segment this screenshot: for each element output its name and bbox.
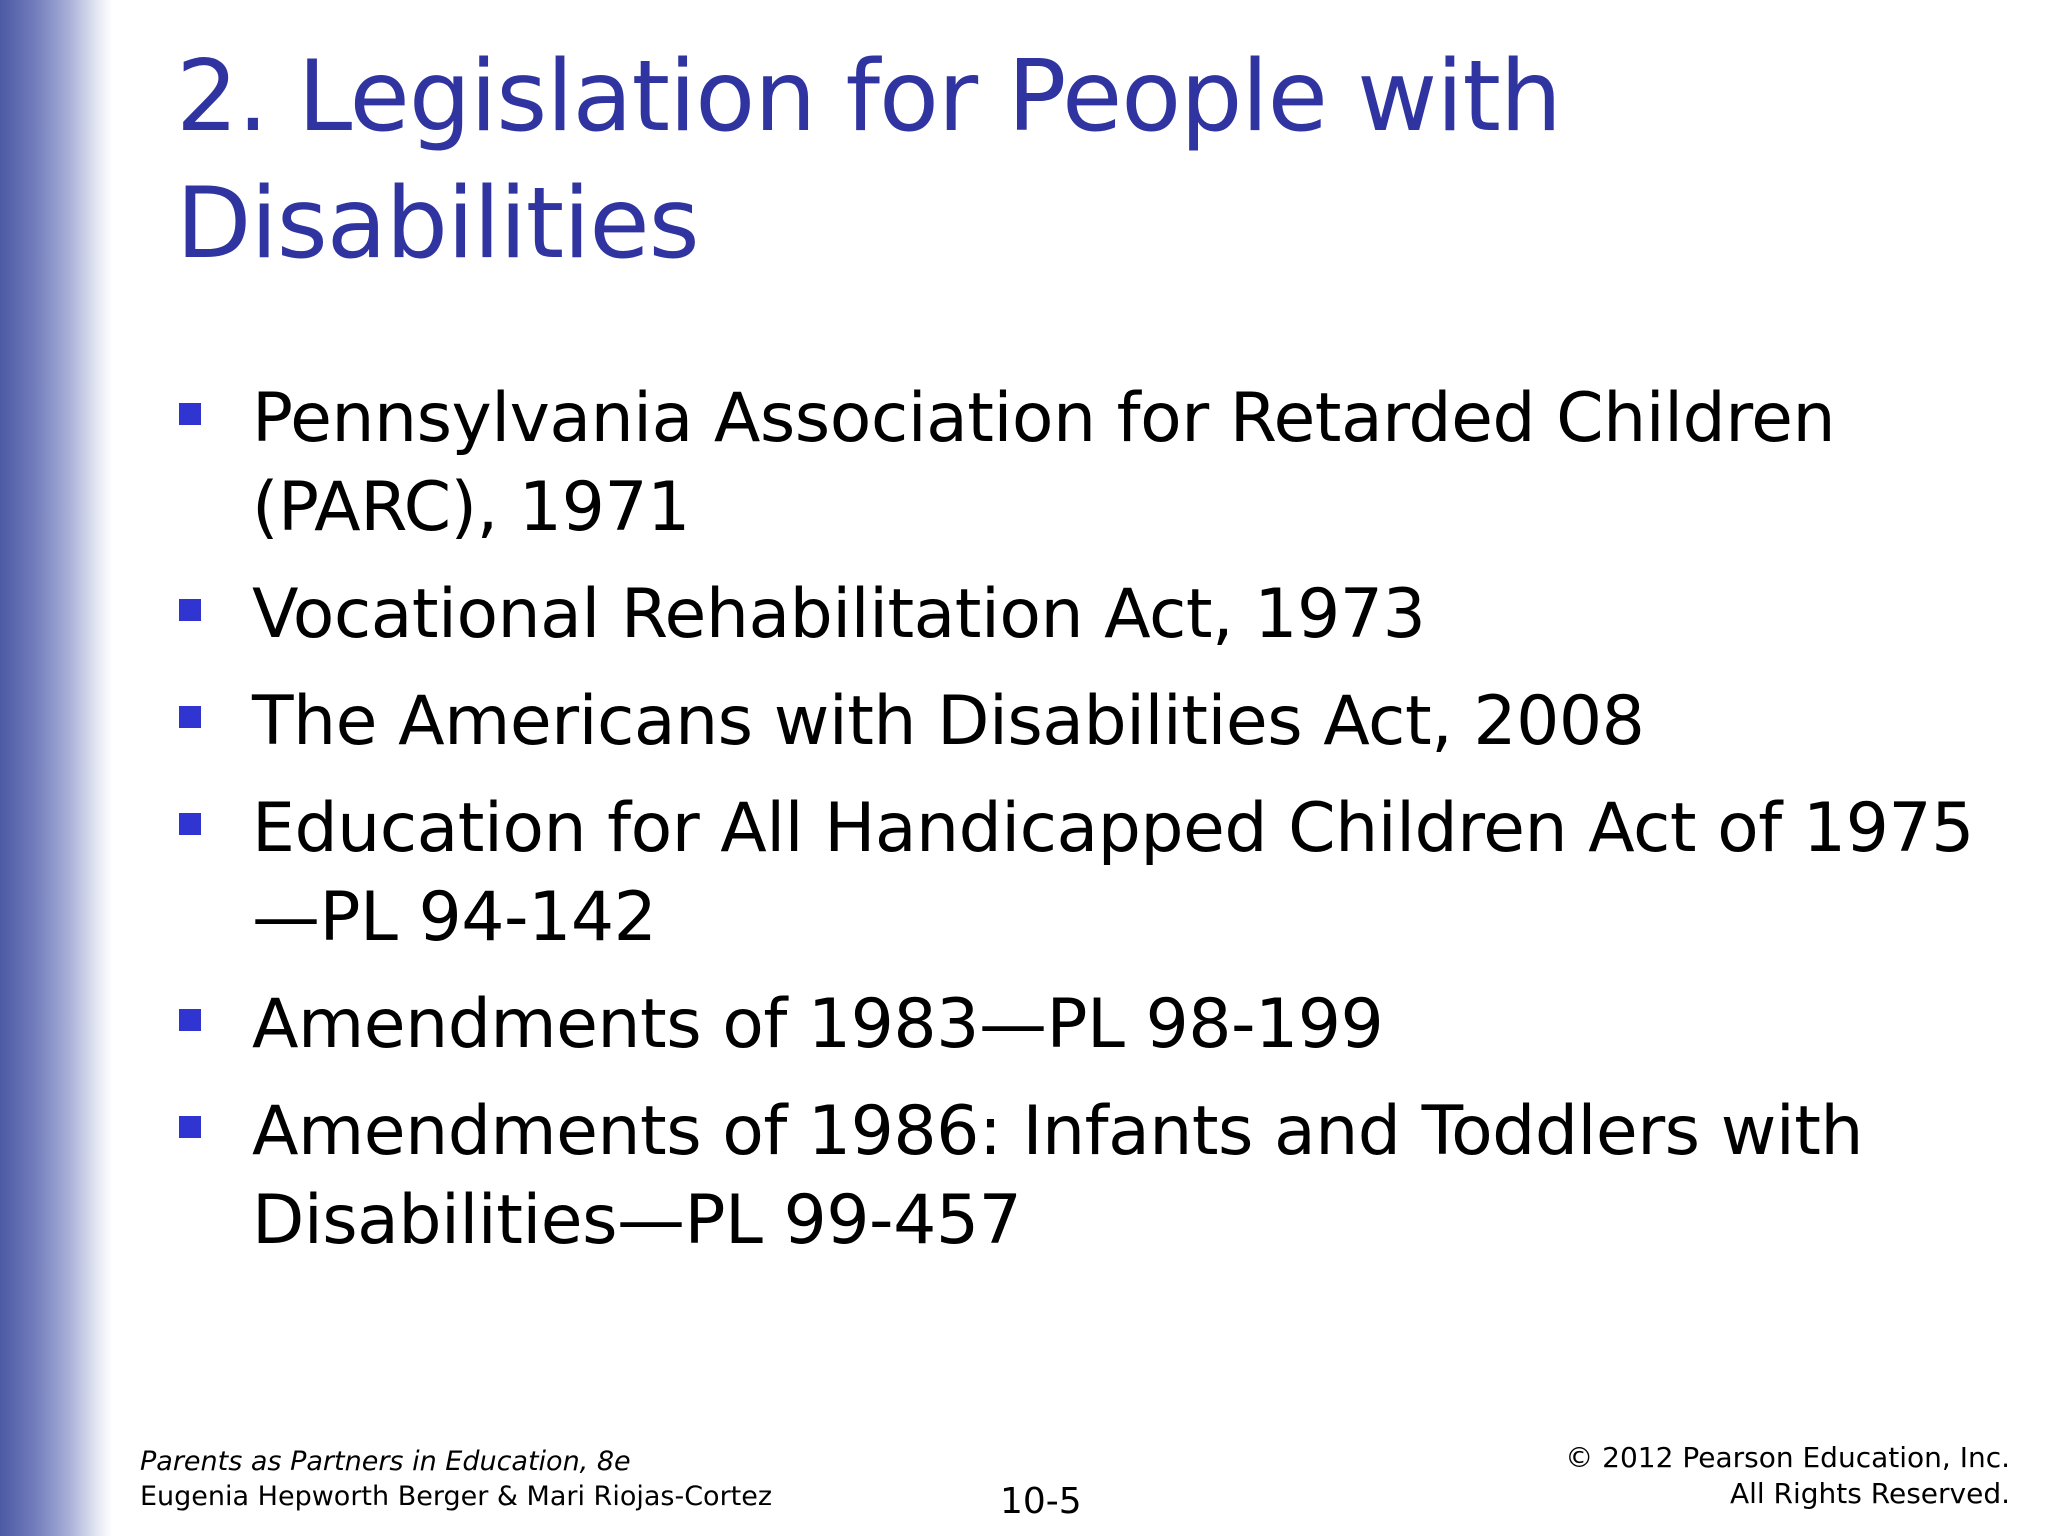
bullet-item [176, 677, 1976, 766]
square-bullet-icon [179, 1116, 201, 1138]
bullet-item [176, 374, 1976, 552]
bullet-text: Vocational Rehabilitation Act, 1973 [252, 575, 1426, 654]
bullet-item [176, 1087, 1976, 1265]
bullet-text: Pennsylvania Association for Retarded Children (PARC), 1971 [252, 379, 1836, 547]
footer-book-title: Parents as Partners in Education, 8e [140, 1446, 631, 1477]
slide-title: 2. Legislation for People with Disabilities [176, 40, 1562, 281]
page-number: 10-5 [1000, 1481, 1082, 1522]
bullet-text: Amendments of 1983—PL 98-199 [252, 985, 1384, 1064]
square-bullet-icon [179, 1009, 201, 1031]
footer-authors: Eugenia Hepworth Berger & Mari Riojas-Cortez [140, 1481, 773, 1512]
rights-text: All Rights Reserved. [1729, 1477, 2010, 1510]
bullet-text: Education for All Handicapped Children Act of 1975 —PL 94-142 [252, 789, 1974, 957]
copyright-text: © 2012 Pearson Education, Inc. [1565, 1441, 2010, 1474]
bullet-text: Amendments of 1986: Infants and Toddlers with Disabilities—PL 99-457 [252, 1092, 1863, 1260]
bullet-text: The Americans with Disabilities Act, 2008 [252, 682, 1645, 761]
bullet-item [176, 570, 1976, 659]
bullet-item [176, 784, 1976, 962]
square-bullet-icon [179, 599, 201, 621]
square-bullet-icon [179, 706, 201, 728]
bullet-list [176, 374, 1976, 1283]
bullet-item [176, 980, 1976, 1069]
square-bullet-icon [179, 403, 201, 425]
square-bullet-icon [179, 813, 201, 835]
footer-citation [140, 1444, 772, 1514]
left-gradient-bar [0, 0, 112, 1536]
footer-copyright [1565, 1440, 2010, 1512]
